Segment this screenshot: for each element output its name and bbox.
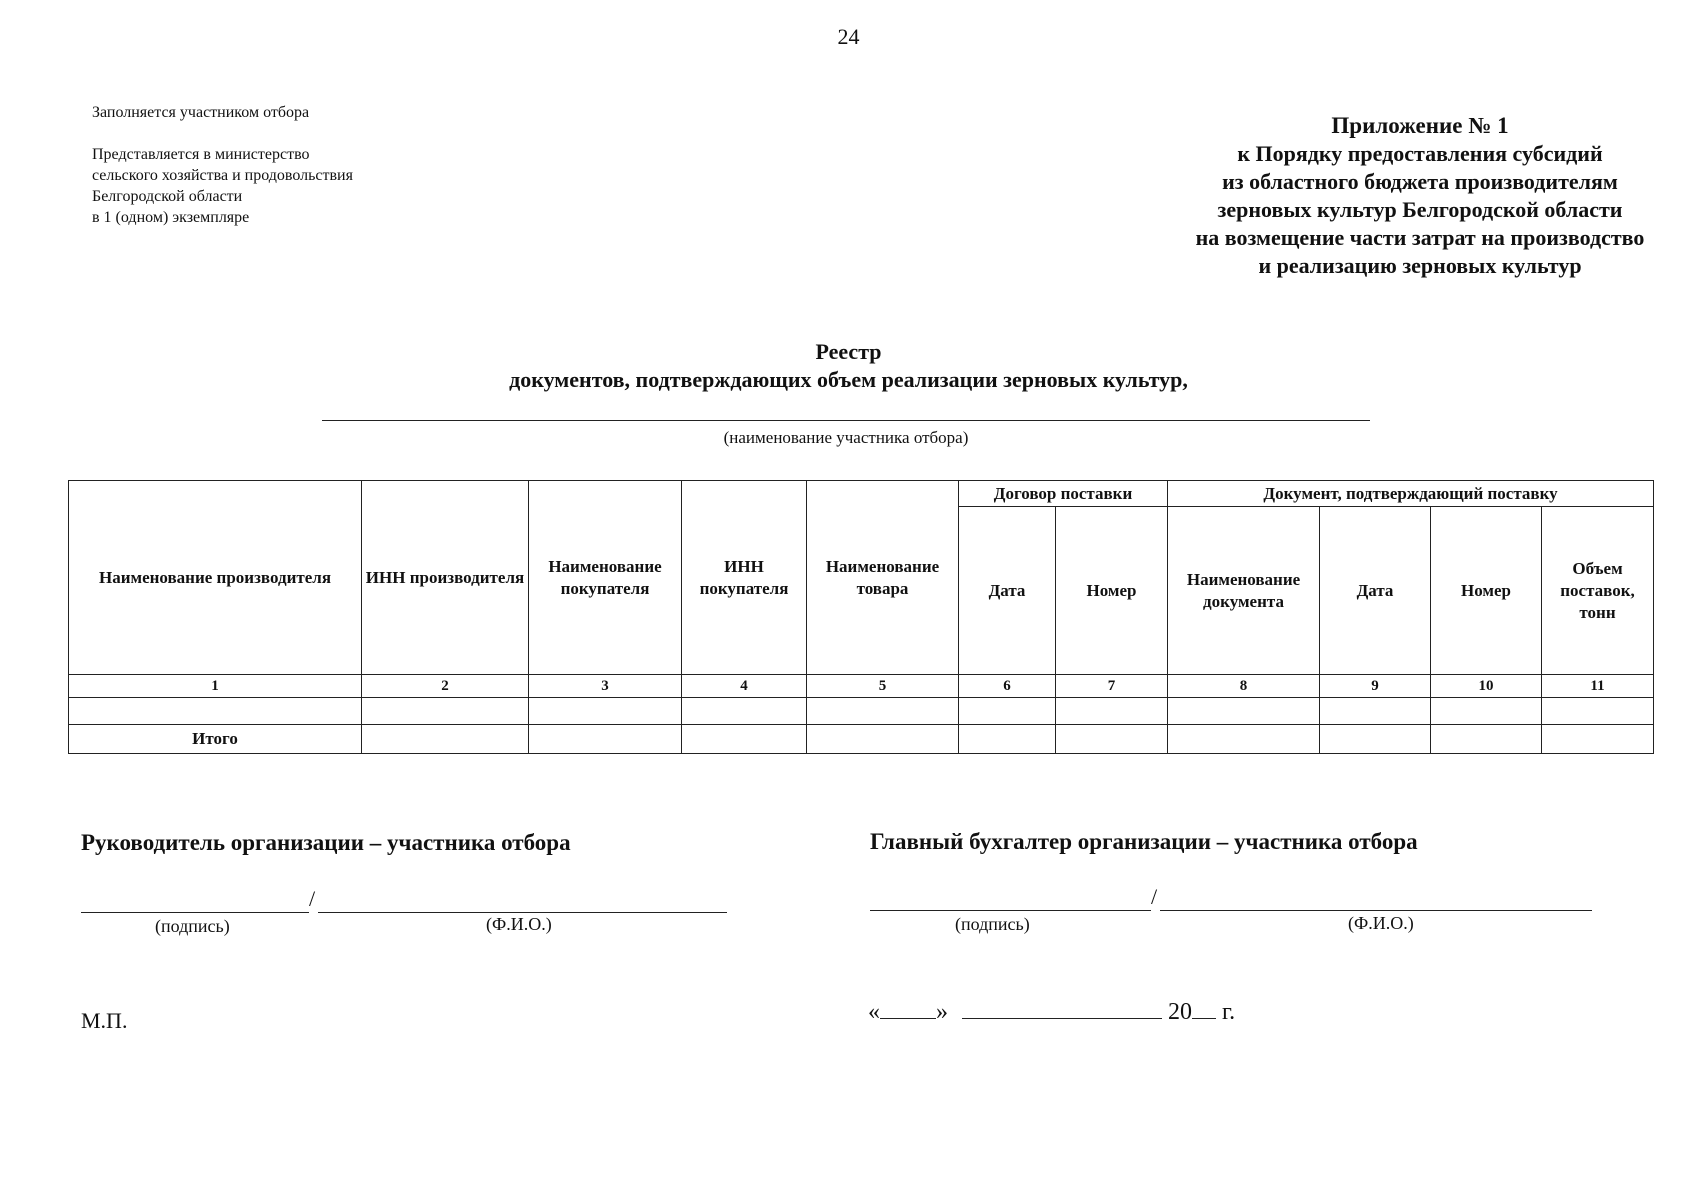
table-cell: [682, 698, 807, 725]
table-cell: [1431, 698, 1542, 725]
table-cell: [1168, 698, 1320, 725]
table-header-row: [69, 481, 1654, 507]
date-year-suffix: г.: [1222, 999, 1236, 1025]
date-month-blank: [962, 998, 1162, 1019]
column-number: 4: [682, 675, 807, 698]
col-header-document-number: Номер: [1431, 507, 1542, 675]
table-cell: [807, 698, 959, 725]
note-filled-by: Заполняется участником отбора: [92, 104, 310, 121]
director-name-caption: (Ф.И.О.): [486, 914, 552, 934]
col-header-producer-name: Наименование производителя: [69, 481, 362, 675]
director-name-line: [318, 912, 727, 913]
accountant-name-line: [1160, 910, 1592, 911]
director-signature-slash: /: [309, 886, 316, 911]
table-cell: [362, 698, 529, 725]
column-number: 3: [529, 675, 682, 698]
note-submitted-to: Представляется в министерство: [92, 146, 310, 163]
accountant-name-caption: (Ф.И.О.): [1348, 913, 1414, 933]
table-cell: [1320, 725, 1431, 754]
table-cell: [1056, 698, 1168, 725]
total-row: [69, 725, 1654, 754]
appendix-line-6: и реализацию зерновых культур: [1258, 253, 1582, 278]
appendix-line-3: из областного бюджета производителям: [1222, 169, 1618, 194]
column-number: 10: [1431, 675, 1542, 698]
date-open-quote: «: [868, 999, 880, 1025]
col-header-document-date: Дата: [1320, 507, 1431, 675]
date-day-blank: [880, 998, 936, 1019]
accountant-signature-line: [870, 910, 1151, 911]
table-cell: [1542, 725, 1654, 754]
table-cell: [529, 698, 682, 725]
stamp-place: М.П.: [81, 1008, 128, 1033]
column-number: 7: [1056, 675, 1168, 698]
accountant-signature-title: Главный бухгалтер организации – участника отбора: [870, 829, 1418, 854]
column-number: 11: [1542, 675, 1654, 698]
submission-note: [92, 102, 353, 228]
title-registry: Реестр: [815, 339, 882, 364]
page-number: 24: [837, 24, 860, 49]
date-year-blank: [1192, 998, 1216, 1019]
col-header-contract-number: Номер: [1056, 507, 1168, 675]
date-field: [868, 998, 1235, 1026]
note-copies: в 1 (одном) экземпляре: [92, 209, 250, 226]
column-number-row: [69, 675, 1654, 698]
total-label: Итого: [69, 725, 362, 754]
director-signature-title: Руководитель организации – участника отбора: [81, 830, 571, 855]
table-cell: [1056, 725, 1168, 754]
col-header-contract-date: Дата: [959, 507, 1056, 675]
column-number: 9: [1320, 675, 1431, 698]
table-cell: [682, 725, 807, 754]
col-header-supply-volume: Объем поставок, тонн: [1542, 507, 1654, 675]
note-region: Белгородской области: [92, 188, 243, 205]
column-number: 1: [69, 675, 362, 698]
column-number: 5: [807, 675, 959, 698]
document-title: [0, 338, 1697, 394]
column-number: 2: [362, 675, 529, 698]
table-cell: [1542, 698, 1654, 725]
note-ministry: сельского хозяйства и продовольствия: [92, 167, 353, 184]
date-close-quote: »: [936, 999, 948, 1025]
appendix-number: Приложение № 1: [1331, 113, 1509, 138]
col-header-buyer-name: Наименование покупателя: [529, 481, 682, 675]
table-cell: [1431, 725, 1542, 754]
column-number: 8: [1168, 675, 1320, 698]
appendix-line-2: к Порядку предоставления субсидий: [1237, 141, 1603, 166]
participant-name-caption: (наименование участника отбора): [723, 428, 969, 447]
group-header-supply-contract: Договор поставки: [959, 481, 1168, 507]
col-header-product-name: Наименование товара: [807, 481, 959, 675]
table-cell: [959, 698, 1056, 725]
group-header-supply-document: Документ, подтверждающий поставку: [1168, 481, 1654, 507]
table-cell: [1168, 725, 1320, 754]
accountant-signature-slash: /: [1151, 884, 1158, 909]
director-signature-line: [81, 912, 309, 913]
appendix-line-5: на возмещение части затрат на производство: [1195, 225, 1645, 250]
date-year-prefix: 20: [1168, 999, 1192, 1025]
table-cell: [529, 725, 682, 754]
director-signature-caption: (подпись): [155, 916, 230, 936]
accountant-signature-caption: (подпись): [955, 914, 1030, 934]
col-header-buyer-inn: ИНН покупателя: [682, 481, 807, 675]
col-header-document-name: Наименование документа: [1168, 507, 1320, 675]
registry-table: [68, 480, 1654, 754]
title-description: документов, подтверждающих объем реализации зерновых культур,: [509, 367, 1188, 392]
table-cell: [1320, 698, 1431, 725]
appendix-line-4: зерновых культур Белгородской области: [1217, 197, 1623, 222]
table-cell: [959, 725, 1056, 754]
col-header-producer-inn: ИНН производителя: [362, 481, 529, 675]
table-cell: [362, 725, 529, 754]
table-cell: [807, 725, 959, 754]
appendix-header: [1090, 112, 1697, 280]
participant-name-line: [322, 420, 1370, 421]
column-number: 6: [959, 675, 1056, 698]
table-row: [69, 698, 1654, 725]
table-cell: [69, 698, 362, 725]
